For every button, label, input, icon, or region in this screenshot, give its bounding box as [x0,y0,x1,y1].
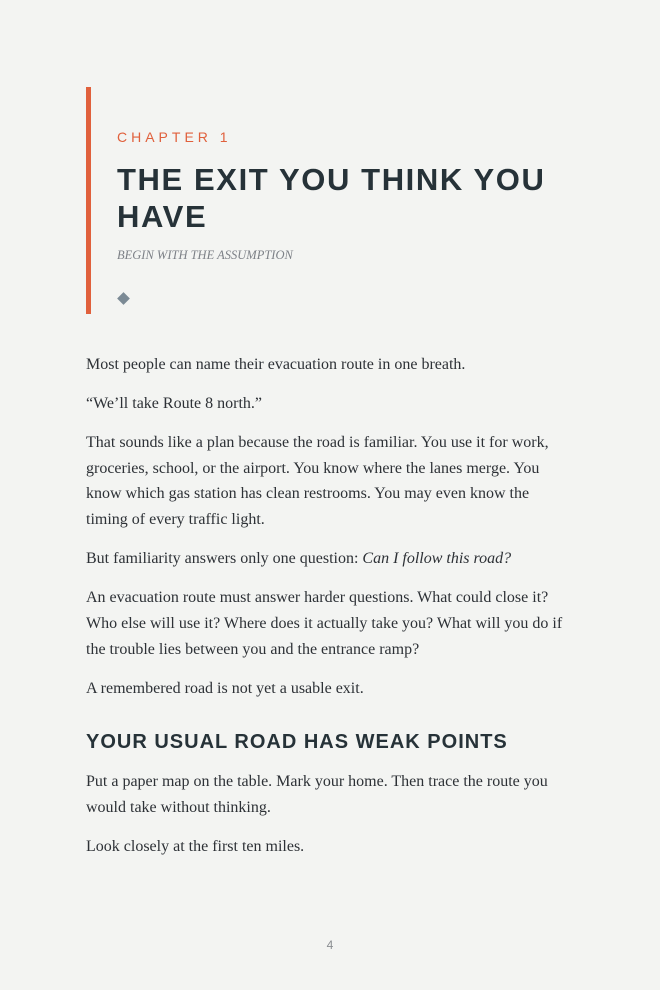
paragraph: That sounds like a plan because the road is familiar. You use it for work, groceries, school, or the airport. You know where the lanes merge. You know which gas station has clean restrooms. You may even know the timing of every traffic light. [86,434,549,529]
paragraph: A remembered road is not yet a usable exit. [86,679,364,697]
paragraph-lead: But familiarity answers only one question: [86,550,363,568]
chapter-subtitle: BEGIN WITH THE ASSUMPTION [117,248,293,262]
paragraph: Most people can name their evacuation route in one breath. [86,356,466,373]
chapter-label: CHAPTER 1 [117,129,232,145]
paragraph: Put a paper map on the table. Mark your home. Then trace the route you would take without thinking. [86,773,548,816]
page-number: 4 [326,938,334,952]
chapter-title: THE EXIT YOU THINK YOU HAVE [117,162,546,234]
paragraph-emphasis: Can I follow this road? [362,550,512,568]
paragraph: “We’ll take Route 8 north.” [86,395,262,412]
paragraph: An evacuation route must answer harder questions. What could close it? Who else will use it? Where does it actually take you? What will you do if the trouble lies between you and the entrance ramp? [86,589,563,658]
paragraph: Look closely at the first ten miles. [86,837,305,855]
section-heading: YOUR USUAL ROAD HAS WEAK POINTS [86,731,508,754]
chapter-body [86,352,572,873]
chapter-header [86,87,566,314]
paragraph [86,546,572,572]
diamond-icon [117,292,130,305]
